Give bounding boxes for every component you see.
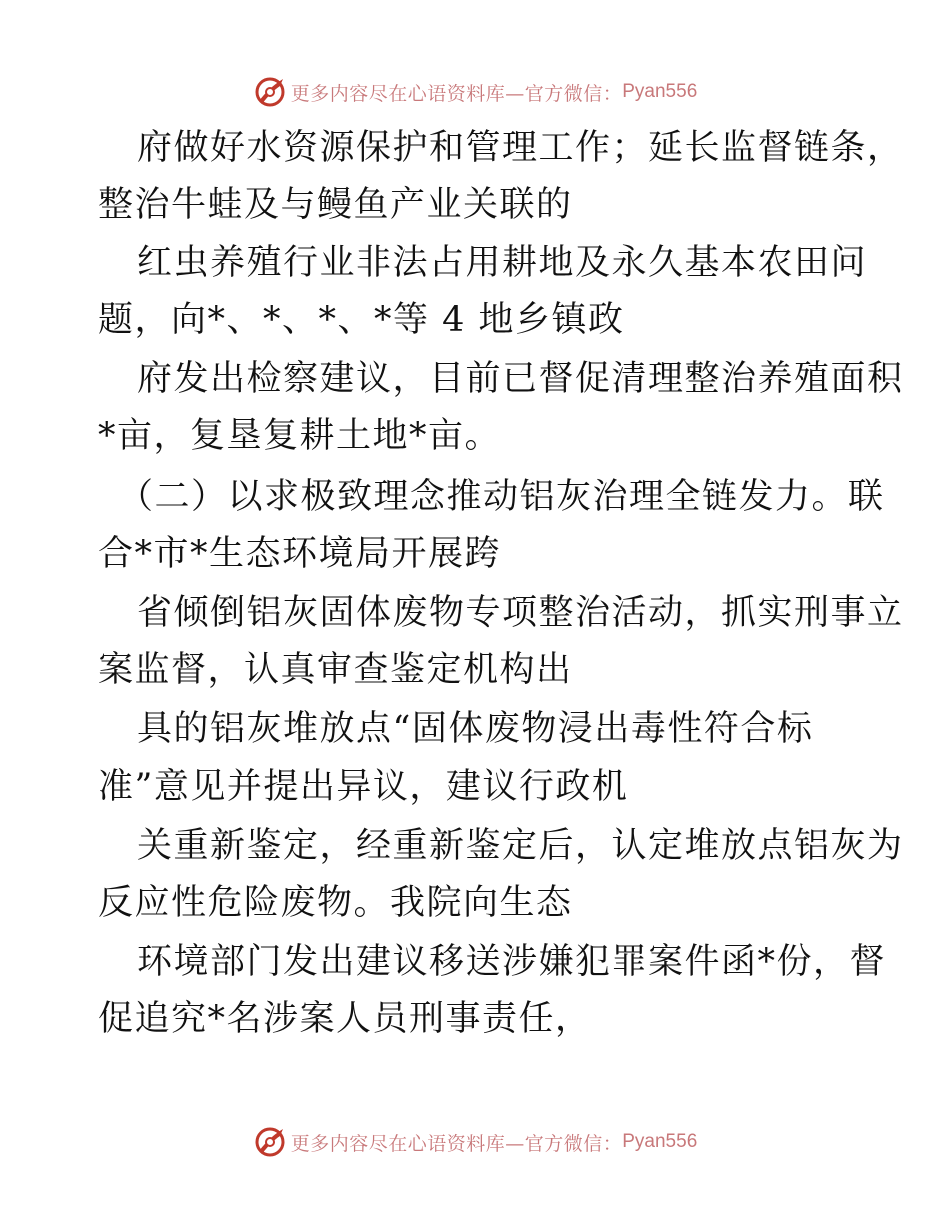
brush-logo-icon bbox=[253, 75, 287, 109]
brush-logo-icon bbox=[253, 1125, 287, 1159]
body-line: 合*市*生态环境局开展跨 bbox=[98, 534, 502, 574]
body-line: 反应性危险废物。我院向生态 bbox=[98, 883, 573, 923]
body-line: 整治牛蛙及与鳗鱼产业关联的 bbox=[98, 185, 573, 225]
body-line: （二）以求极致理念推动铝灰治理全链发力。联 bbox=[118, 477, 885, 517]
body-line: 关重新鉴定，经重新鉴定后，认定堆放点铝灰为 bbox=[137, 826, 904, 866]
body-line: 促追究*名涉案人员刑事责任， bbox=[98, 999, 592, 1039]
header-watermark bbox=[0, 72, 950, 112]
body-line: 府做好水资源保护和管理工作；延长监督链条， bbox=[137, 128, 904, 168]
watermark-text: 更多内容尽在心语资料库—官方微信： bbox=[290, 1132, 623, 1155]
body-line: 具的铝灰堆放点“固体废物浸出毒性符合标 bbox=[137, 709, 814, 749]
watermark-wechat-id: Pyan556 bbox=[622, 1131, 698, 1152]
body-line: 红虫养殖行业非法占用耕地及永久基本农田问 bbox=[137, 243, 868, 283]
watermark-wechat-id: Pyan556 bbox=[622, 81, 698, 102]
body-line: 案监督，认真审查鉴定机构出 bbox=[98, 650, 573, 690]
footer-watermark bbox=[0, 1122, 950, 1162]
body-line: 环境部门发出建议移送涉嫌犯罪案件函*份，督 bbox=[137, 942, 887, 982]
body-line: 准”意见并提出异议，建议行政机 bbox=[98, 767, 629, 807]
body-line: 府发出检察建议，目前已督促清理整治养殖面积 bbox=[137, 359, 904, 399]
body-line: 题，向*、*、*、*等 4 地乡镇政 bbox=[98, 300, 625, 340]
body-line: 省倾倒铝灰固体废物专项整治活动，抓实刑事立 bbox=[137, 593, 904, 633]
body-line: *亩，复垦复耕土地*亩。 bbox=[98, 416, 502, 456]
watermark-text: 更多内容尽在心语资料库—官方微信： bbox=[290, 82, 623, 105]
